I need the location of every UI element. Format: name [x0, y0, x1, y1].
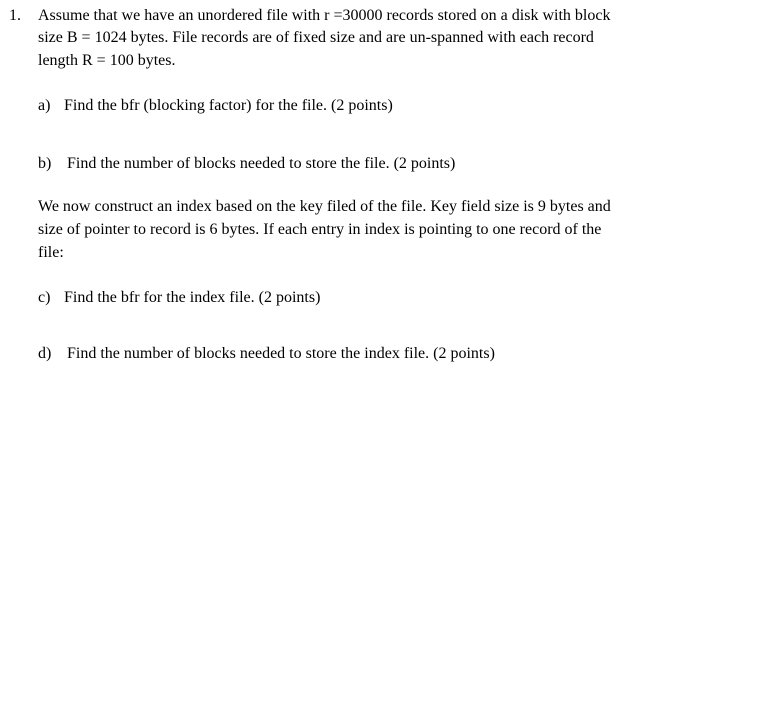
intro-line-3: length R = 100 bytes. — [38, 52, 176, 69]
part-c-label: c) — [38, 289, 51, 306]
part-a-label: a) — [38, 97, 51, 114]
part-d-label: d) — [38, 345, 52, 362]
index-line-2: size of pointer to record is 6 bytes. If each entry in index is pointing to one record of the — [38, 221, 602, 238]
part-a-text: Find the bfr (blocking factor) for the file. (2 points) — [64, 97, 393, 114]
part-b-label: b) — [38, 155, 52, 172]
intro-line-1: Assume that we have an unordered file with r =30000 records stored on a disk with block — [38, 7, 611, 24]
index-line-3: file: — [38, 244, 64, 261]
index-line-1: We now construct an index based on the key filed of the file. Key field size is 9 bytes and — [38, 198, 611, 215]
intro-line-2: size B = 1024 bytes. File records are of fixed size and are un-spanned with each record — [38, 29, 594, 46]
part-d-text: Find the number of blocks needed to store the index file. (2 points) — [67, 345, 495, 362]
part-b-text: Find the number of blocks needed to store the file. (2 points) — [67, 155, 456, 172]
question-number: 1. — [9, 7, 21, 24]
part-c-text: Find the bfr for the index file. (2 points) — [64, 289, 321, 306]
